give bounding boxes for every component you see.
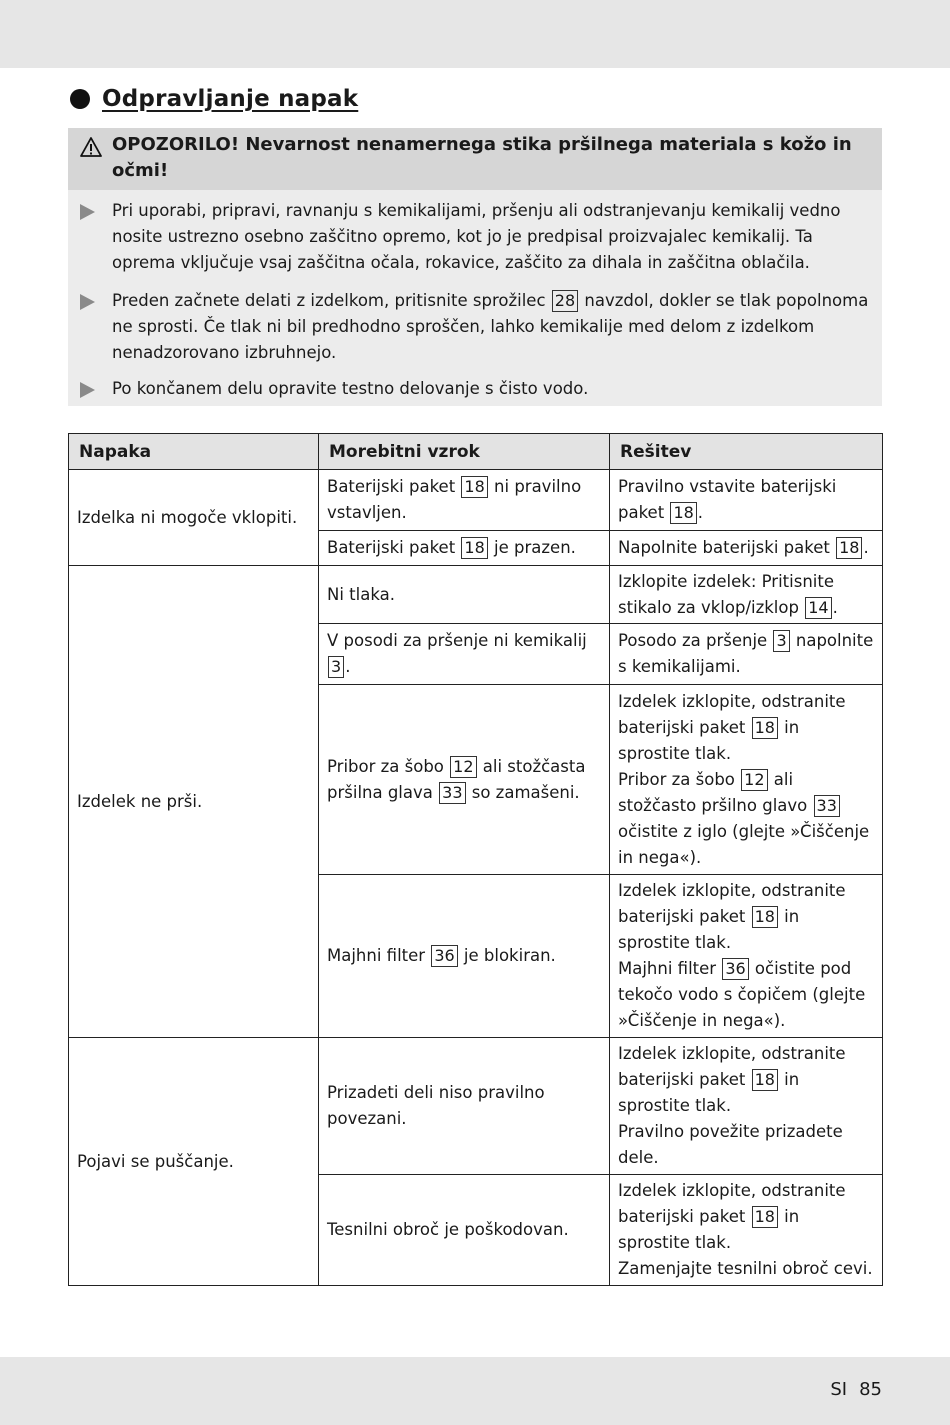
triangle-bullet-icon	[80, 204, 95, 220]
cause-cell: V posodi za pršenje ni kemikalij 3 .	[319, 624, 610, 685]
page-footer	[818, 1379, 882, 1400]
language-code: SI	[830, 1379, 848, 1400]
warning-item-text: Pri uporabi, pripravi, ravnanju s kemikalijami, pršenju ali odstranjevanju kemikalij vedno nosite ustrezno osebno zaščitno opremo, kot jo je predpisal proizvajalec kemikalij. Ta oprema vključuje vsaj zaščitna očala, rokavice, zaščito za dihala in zaščitna oblačila.	[112, 201, 841, 272]
cause-cell: Pribor za šobo 12 ali stožčasta pršilna glava 33 so zamašeni.	[319, 685, 610, 875]
part-reference: 18	[752, 717, 778, 739]
warning-box	[68, 128, 882, 406]
header-cause: Morebitni vzrok	[319, 434, 610, 470]
part-reference: 33	[814, 795, 840, 817]
fault-cell: Pojavi se puščanje.	[69, 1038, 319, 1286]
solution-cell: Pravilno vstavite baterijski paket 18 .	[610, 470, 883, 531]
header-solution: Rešitev	[610, 434, 883, 470]
part-reference: 36	[431, 945, 457, 967]
part-reference: 18	[670, 502, 696, 524]
part-reference: 18	[836, 537, 862, 559]
part-reference: 18	[752, 1206, 778, 1228]
table-row	[69, 1038, 883, 1175]
solution-cell: Izklopite izdelek: Pritisnite stikalo za vklop/izklop 14 .	[610, 566, 883, 624]
part-reference: 18	[752, 906, 778, 928]
part-reference: 18	[461, 476, 487, 498]
warning-header	[68, 128, 882, 190]
solution-cell: Izdelek izklopite, odstranite baterijski paket 18 in sprostite tlak. Pribor za šobo 12 ali stožčasto pršilno glavo 33 očistite z iglo (glejte »Čiščenje in nega«).	[610, 685, 883, 875]
cause-cell: Baterijski paket 18 je prazen.	[319, 531, 610, 566]
cause-cell: Majhni filter 36 je blokiran.	[319, 875, 610, 1038]
section-heading	[70, 84, 358, 114]
table-header-row	[69, 434, 883, 470]
part-reference: 36	[722, 958, 748, 980]
solution-cell: Napolnite baterijski paket 18 .	[610, 531, 883, 566]
fault-cell: Izdelek ne prši.	[69, 566, 319, 1038]
table-row	[69, 566, 883, 624]
cause-cell: Prizadeti deli niso pravilno povezani.	[319, 1038, 610, 1175]
section-title: Odpravljanje napak	[102, 86, 359, 112]
part-reference: 18	[461, 537, 487, 559]
warning-triangle-icon	[80, 136, 102, 158]
solution-cell: Izdelek izklopite, odstranite baterijski paket 18 in sprostite tlak. Zamenjajte tesnilni obroč cevi.	[610, 1175, 883, 1286]
part-reference: 12	[450, 756, 476, 778]
table-row	[69, 470, 883, 531]
page-top-band	[0, 0, 950, 68]
heading-bullet-icon	[70, 89, 90, 109]
warning-item-text: Po končanem delu opravite testno delovanje s čisto vodo.	[112, 379, 589, 398]
solution-cell: Posodo za pršenje 3 napolnite s kemikalijami.	[610, 624, 883, 685]
triangle-bullet-icon	[80, 382, 95, 398]
troubleshooting-table	[68, 433, 883, 1286]
part-reference: 14	[805, 597, 831, 619]
warning-item-text: Preden začnete delati z izdelkom, pritisnite sprožilec 28 navzdol, dokler se tlak popolnoma ne sprosti. Če tlak ni bil predhodno sproščen, lahko kemikalije med delom z izdelkom nenadzorovano izbruhnejo.	[112, 291, 869, 362]
cause-cell: Baterijski paket 18 ni pravilno vstavljen.	[319, 470, 610, 531]
cause-cell: Tesnilni obroč je poškodovan.	[319, 1175, 610, 1286]
solution-cell: Izdelek izklopite, odstranite baterijski paket 18 in sprostite tlak. Majhni filter 36 očistite pod tekočo vodo s čopičem (glejte »Čiščenje in nega«).	[610, 875, 883, 1038]
part-reference: 28	[552, 290, 578, 312]
warning-title: OPOZORILO! Nevarnost nenamernega stika pršilnega materiala s kožo in očmi!	[112, 134, 852, 181]
fault-cell: Izdelka ni mogoče vklopiti.	[69, 470, 319, 566]
triangle-bullet-icon	[80, 294, 95, 310]
part-reference: 18	[752, 1069, 778, 1091]
part-reference: 33	[439, 782, 465, 804]
page-bottom-band	[0, 1357, 950, 1425]
cause-cell: Ni tlaka.	[319, 566, 610, 624]
part-reference: 3	[773, 630, 789, 652]
header-fault: Napaka	[69, 434, 319, 470]
part-reference: 3	[328, 656, 344, 678]
solution-cell: Izdelek izklopite, odstranite baterijski paket 18 in sprostite tlak. Pravilno povežite prizadete dele.	[610, 1038, 883, 1175]
page-number: 85	[859, 1379, 882, 1400]
part-reference: 12	[741, 769, 767, 791]
